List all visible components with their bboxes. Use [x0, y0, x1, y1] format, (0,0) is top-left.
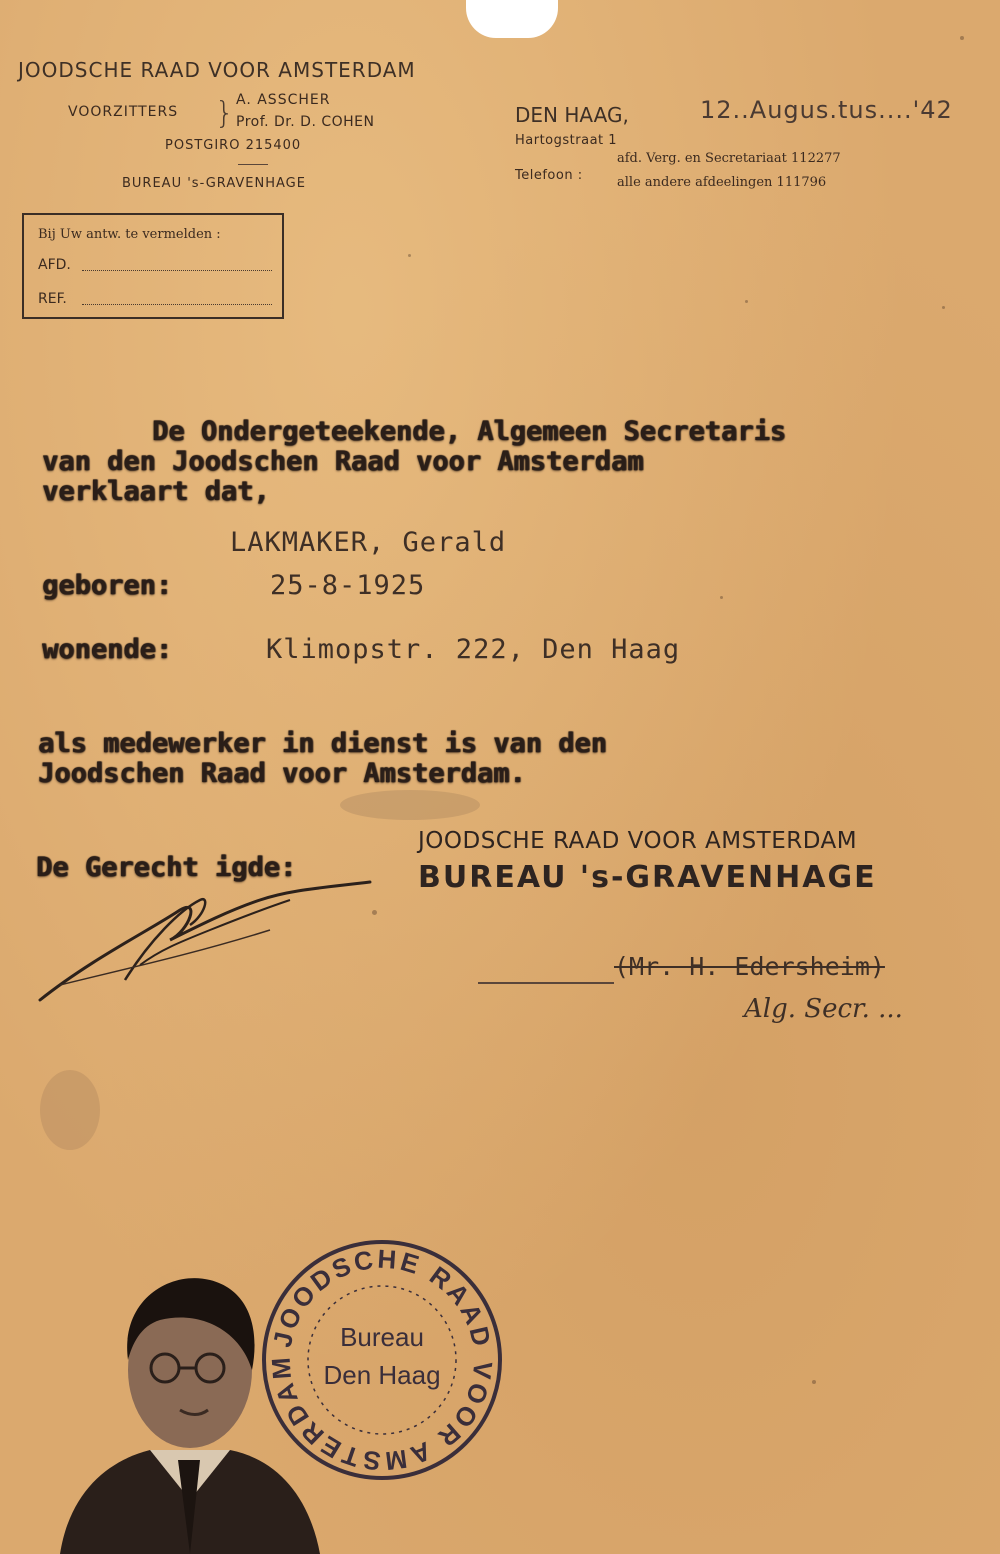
- signatory-name: (Mr. H. Edersheim): [614, 952, 885, 981]
- paper-stain: [340, 790, 480, 820]
- ref-dotted-line: [82, 304, 272, 305]
- stamp-bureau: BUREAU 's-GRAVENHAGE: [418, 860, 877, 895]
- residence-address: Klimopstr. 222, Den Haag: [266, 634, 681, 665]
- born-label: geboren:: [42, 570, 173, 601]
- paper-speck: [720, 596, 723, 599]
- chairs-label: VOORZITTERS: [68, 104, 179, 120]
- phone-secretariat: afd. Verg. en Secretariaat 112277: [617, 151, 841, 166]
- postgiro: POSTGIRO 215400: [165, 138, 302, 153]
- afd-label: AFD.: [38, 257, 71, 273]
- street-address: Hartogstraat 1: [515, 133, 618, 148]
- signatory-title: Alg. Secr. ...: [744, 994, 903, 1024]
- employment-line-1: als medewerker in dienst is van den: [38, 728, 607, 759]
- brace-glyph: }: [215, 96, 235, 131]
- round-stamp-center-1: Bureau: [340, 1322, 424, 1352]
- round-stamp: [256, 1234, 508, 1486]
- declaration-line-1: De Ondergeteekende, Algemeen Secretaris: [152, 416, 786, 447]
- ref-label: REF.: [38, 291, 67, 307]
- phone-label: Telefoon :: [515, 168, 583, 183]
- birth-date: 25-8-1925: [270, 570, 426, 601]
- person-name: LAKMAKER, Gerald: [230, 527, 507, 558]
- paper-speck: [408, 254, 411, 257]
- chair-1: A. ASSCHER: [236, 92, 331, 108]
- declaration-line-2: van den Joodschen Raad voor Amsterdam: [42, 446, 644, 477]
- divider: [238, 164, 268, 165]
- paper-speck: [745, 300, 748, 303]
- letterhead-organisation: JOODSCHE RAAD VOOR AMSTERDAM: [18, 58, 416, 82]
- paper-speck: [812, 1380, 816, 1384]
- handwritten-signature: [30, 870, 380, 1010]
- stamp-organisation: JOODSCHE RAAD VOOR AMSTERDAM: [418, 828, 858, 854]
- paper-stain: [40, 1070, 100, 1150]
- certified-label: De Gerecht igde:: [36, 852, 297, 883]
- chair-2: Prof. Dr. D. COHEN: [236, 114, 375, 130]
- employment-line-2: Joodschen Raad voor Amsterdam.: [38, 758, 526, 789]
- signature-line: [478, 982, 614, 984]
- round-stamp-ring-text: JOODSCHE RAAD VOOR AMSTERDAM: [265, 1243, 499, 1477]
- afd-dotted-line: [82, 270, 272, 271]
- residence-label: wonende:: [42, 634, 173, 665]
- paper-speck: [960, 36, 964, 40]
- reference-box: [22, 213, 284, 319]
- phone-other: alle andere afdeelingen 111796: [617, 175, 827, 190]
- paper-notch: [466, 0, 558, 38]
- letterhead-bureau: BUREAU 's-GRAVENHAGE: [122, 176, 306, 191]
- round-stamp-center-2: Den Haag: [323, 1360, 441, 1390]
- letter-date: 12..Augus.tus....'42: [700, 96, 953, 124]
- paper-speck: [942, 306, 945, 309]
- reference-box-title: Bij Uw antw. te vermelden :: [38, 227, 221, 242]
- letter-city: DEN HAAG,: [515, 103, 629, 127]
- paper-speck: [372, 910, 377, 915]
- declaration-line-3: verklaart dat,: [42, 476, 270, 507]
